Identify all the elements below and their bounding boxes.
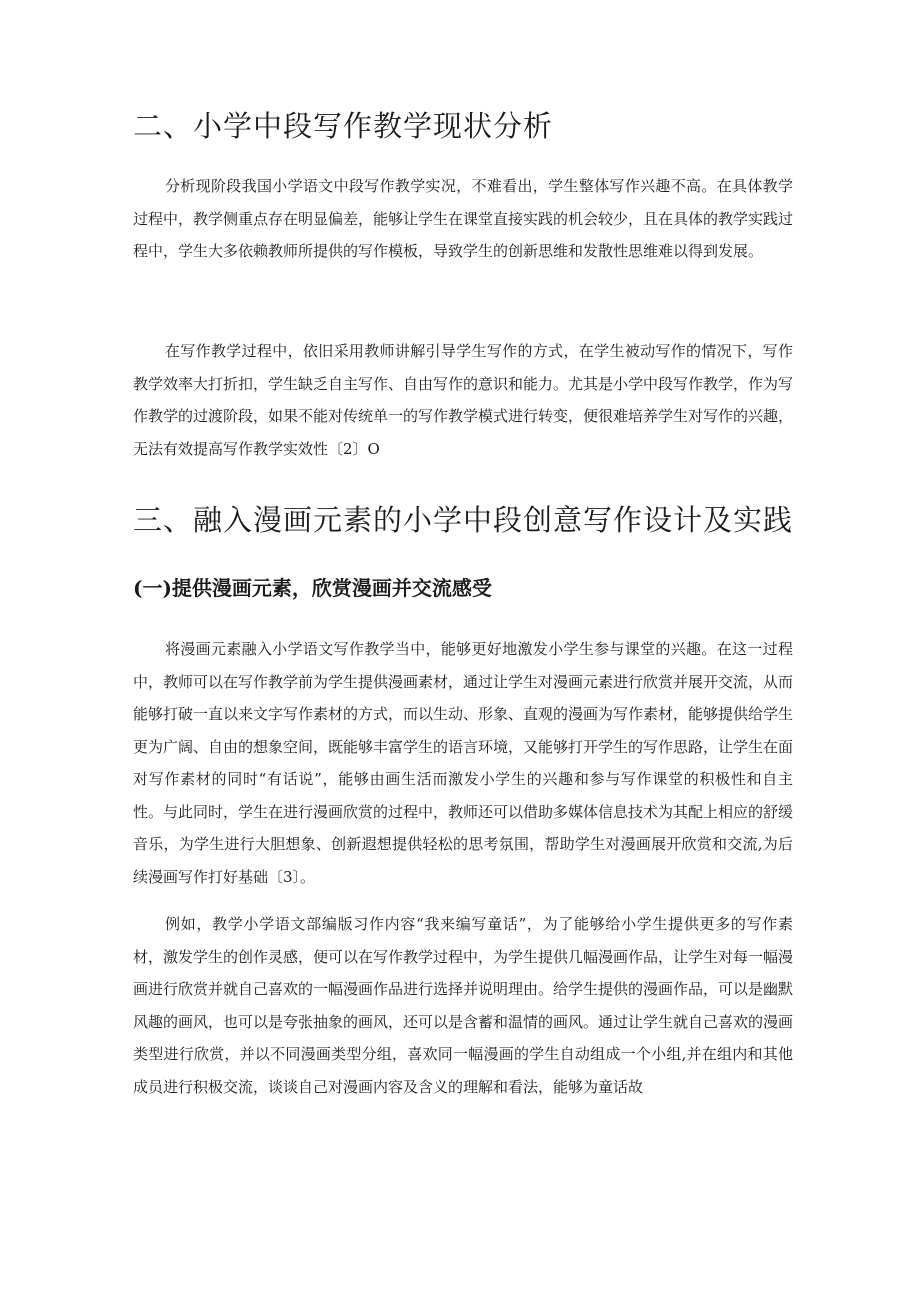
paragraph-s3-1: 将漫画元素融入小学语文写作教学当中，能够更好地激发小学生参与课堂的兴趣。在这一过程中，教师可以在写作教学前为学生提供漫画素材，通过让学生对漫画元素进行欣赏并展开交流，从而能够打破一直以来文字写作素材的方式，而以生动、形象、直观的漫画为写作素材，能够提供给学生更为广阔、自由的想象空间，既能够丰富学生的语言环境，又能够打开学生的写作思路，让学生在面对写作素材的同时“有话说”，能够由画生活而激发小学生的兴趣和参与写作课堂的积极性和自主性。与此同时，学生在进行漫画欣赏的过程中，教师还可以借助多媒体信息技术为其配上相应的舒缓音乐，为学生进行大胆想象、创新遐想提供轻松的思考氛围，帮助学生对漫画展开欣赏和交流,为后续漫画写作打好基础〔3〕。 [133,640,794,886]
paragraph-s2-1: 分析现阶段我国小学语文中段写作教学实况，不难看出，学生整体写作兴趣不高。在具体教学过程中，教学侧重点存在明显偏差，能够让学生在课堂直接实践的机会较少，且在具体的教学实践过程中，学生大多依赖教师所提供的写作模板，导致学生的创新思维和发散性思维难以得到发展。 [133,177,794,260]
paragraph-s3-2: 例如，教学小学语文部编版习作内容“我来编写童话”，为了能够给小学生提供更多的写作素材，激发学生的创作灵感，便可以在写作教学过程中，为学生提供几幅漫画作品，让学生对每一幅漫画进行欣赏并就自己喜欢的一幅漫画作品进行选择并说明理由。给学生提供的漫画作品，可以是幽默风趣的画风，也可以是夸张抽象的画风，还可以是含蓄和温情的画风。通过让学生就自己喜欢的漫画类型进行欣赏，并以不同漫画类型分组，喜欢同一幅漫画的学生自动组成一个小组,并在组内和其他成员进行积极交流，谈谈自己对漫画内容及含义的理解和看法，能够为童话故 [133,915,794,1096]
section-heading-3: 三、融入漫画元素的小学中段创意写作设计及实践 [133,503,794,537]
section-heading-2: 二、小学中段写作教学现状分析 [133,109,554,143]
subsection-heading-1: (一)提供漫画元素，欣赏漫画并交流感受 [133,576,492,600]
paragraph-s2-2: 在写作教学过程中，依旧采用教师讲解引导学生写作的方式，在学生被动写作的情况下，写作教学效率大打折扣，学生缺乏自主写作、自由写作的意识和能力。尤其是小学中段写作教学，作为写作教学的过渡阶段，如果不能对传统单一的写作教学模式进行转变，便很难培养学生对写作的兴趣，无法有效提高写作教学实效性〔2〕O [133,342,794,458]
